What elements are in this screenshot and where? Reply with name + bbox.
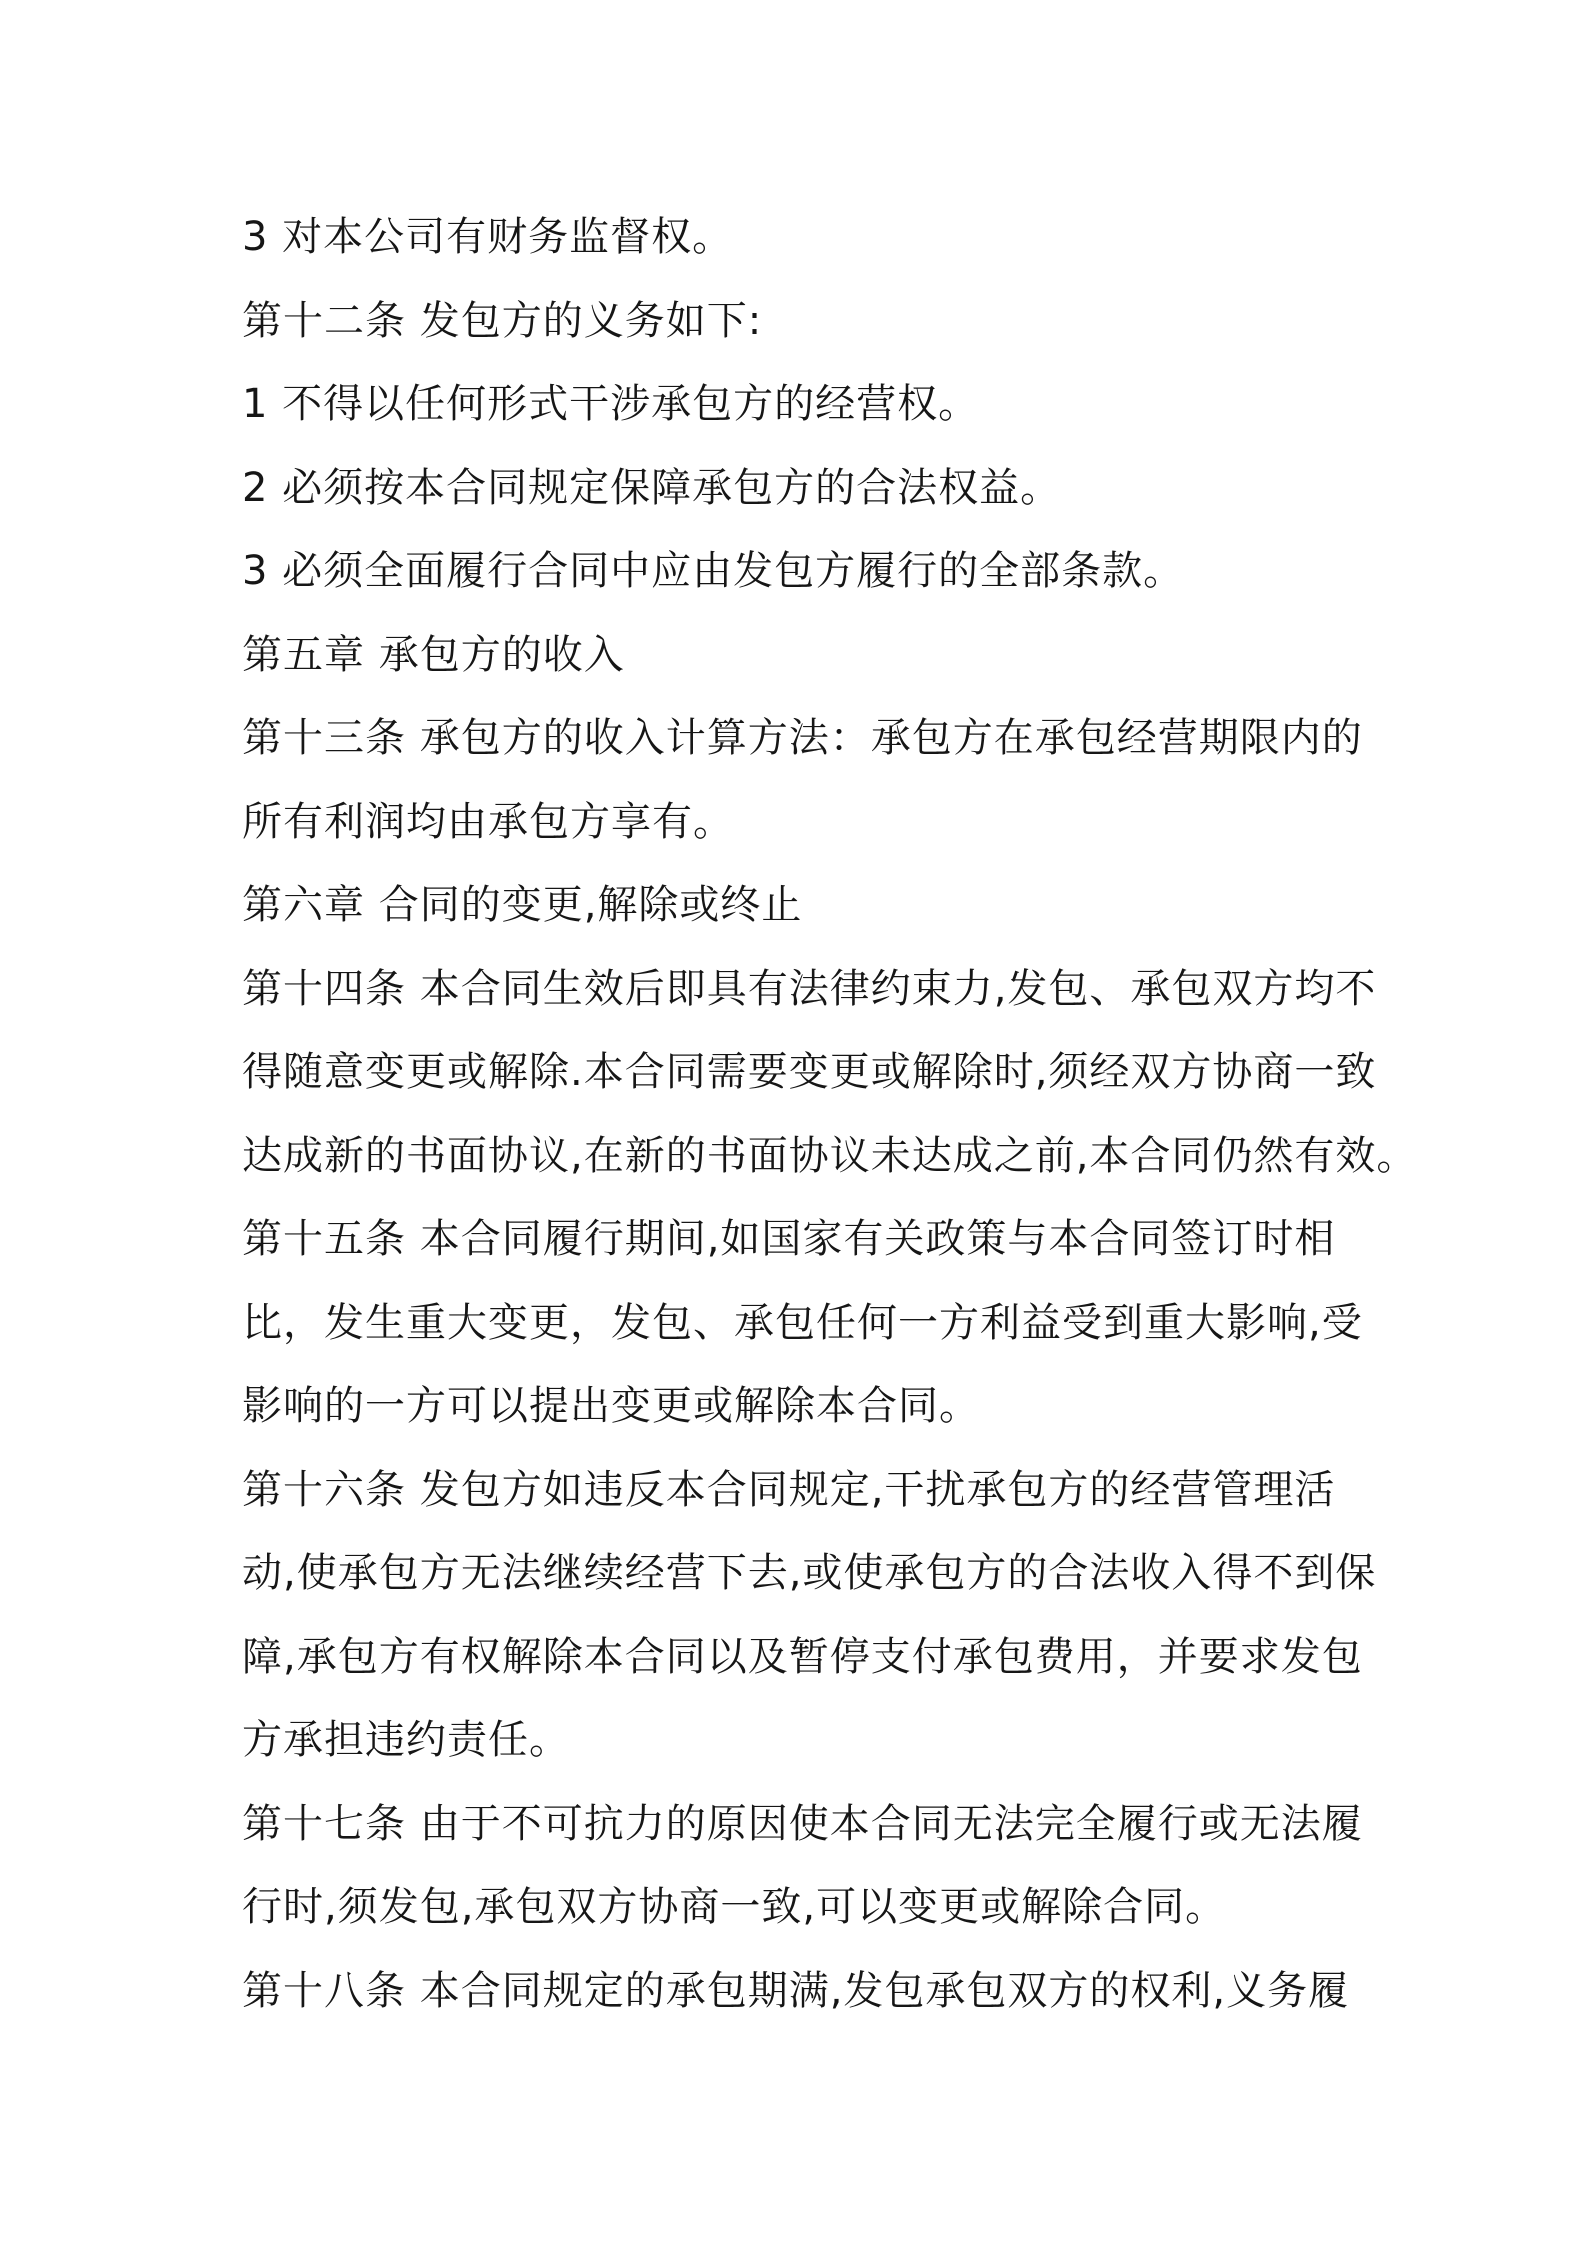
text-line: 比，发生重大变更，发包、承包任何一方利益受到重大影响,受 bbox=[242, 1299, 1363, 1346]
text-line: 3 必须全面履行合同中应由发包方履行的全部条款。 bbox=[242, 548, 1185, 594]
article-16-text: 第十六条 发包方如违反本合同规定,干扰承包方的经营管理活 bbox=[242, 1466, 1336, 1513]
text-line: 动,使承包方无法继续经营下去,或使承包方的合法收入得不到保 bbox=[242, 1550, 1377, 1596]
text-line: 行时,须发包,承包双方协商一致,可以变更或解除合同。 bbox=[242, 1884, 1227, 1930]
text-line: 得随意变更或解除.本合同需要变更或解除时,须经双方协商一致 bbox=[242, 1049, 1377, 1095]
article-17-text: 第十七条 由于不可抗力的原因使本合同无法完全履行或无法履 bbox=[242, 1800, 1363, 1847]
article-13-text: 第十三条 承包方的收入计算方法：承包方在承包经营期限内的 bbox=[242, 715, 1363, 761]
chapter-6-heading: 第六章 合同的变更,解除或终止 bbox=[242, 882, 803, 928]
text-line: 达成新的书面协议,在新的书面协议未达成之前,本合同仍然有效。 bbox=[242, 1132, 1418, 1179]
text-line: 影响的一方可以提出变更或解除本合同。 bbox=[242, 1383, 980, 1429]
text-line: 3 对本公司有财务监督权。 bbox=[242, 214, 734, 260]
text-line: 所有利润均由承包方享有。 bbox=[242, 798, 734, 845]
document-page bbox=[242, 196, 1418, 2033]
text-line: 1 不得以任何形式干涉承包方的经营权。 bbox=[242, 381, 980, 427]
text-line: 2 必须按本合同规定保障承包方的合法权益。 bbox=[242, 464, 1062, 511]
article-18-text: 第十八条 本合同规定的承包期满,发包承包双方的权利,义务履 bbox=[242, 1967, 1350, 2014]
chapter-5-heading: 第五章 承包方的收入 bbox=[242, 631, 625, 678]
text-line: 方承担违约责任。 bbox=[242, 1717, 570, 1763]
article-15-text: 第十五条 本合同履行期间,如国家有关政策与本合同签订时相 bbox=[242, 1216, 1336, 1262]
article-14-text: 第十四条 本合同生效后即具有法律约束力,发包、承包双方均不 bbox=[242, 965, 1377, 1012]
article-12-heading: 第十二条 发包方的义务如下: bbox=[242, 297, 763, 344]
text-line: 障,承包方有权解除本合同以及暂停支付承包费用，并要求发包 bbox=[242, 1633, 1363, 1680]
